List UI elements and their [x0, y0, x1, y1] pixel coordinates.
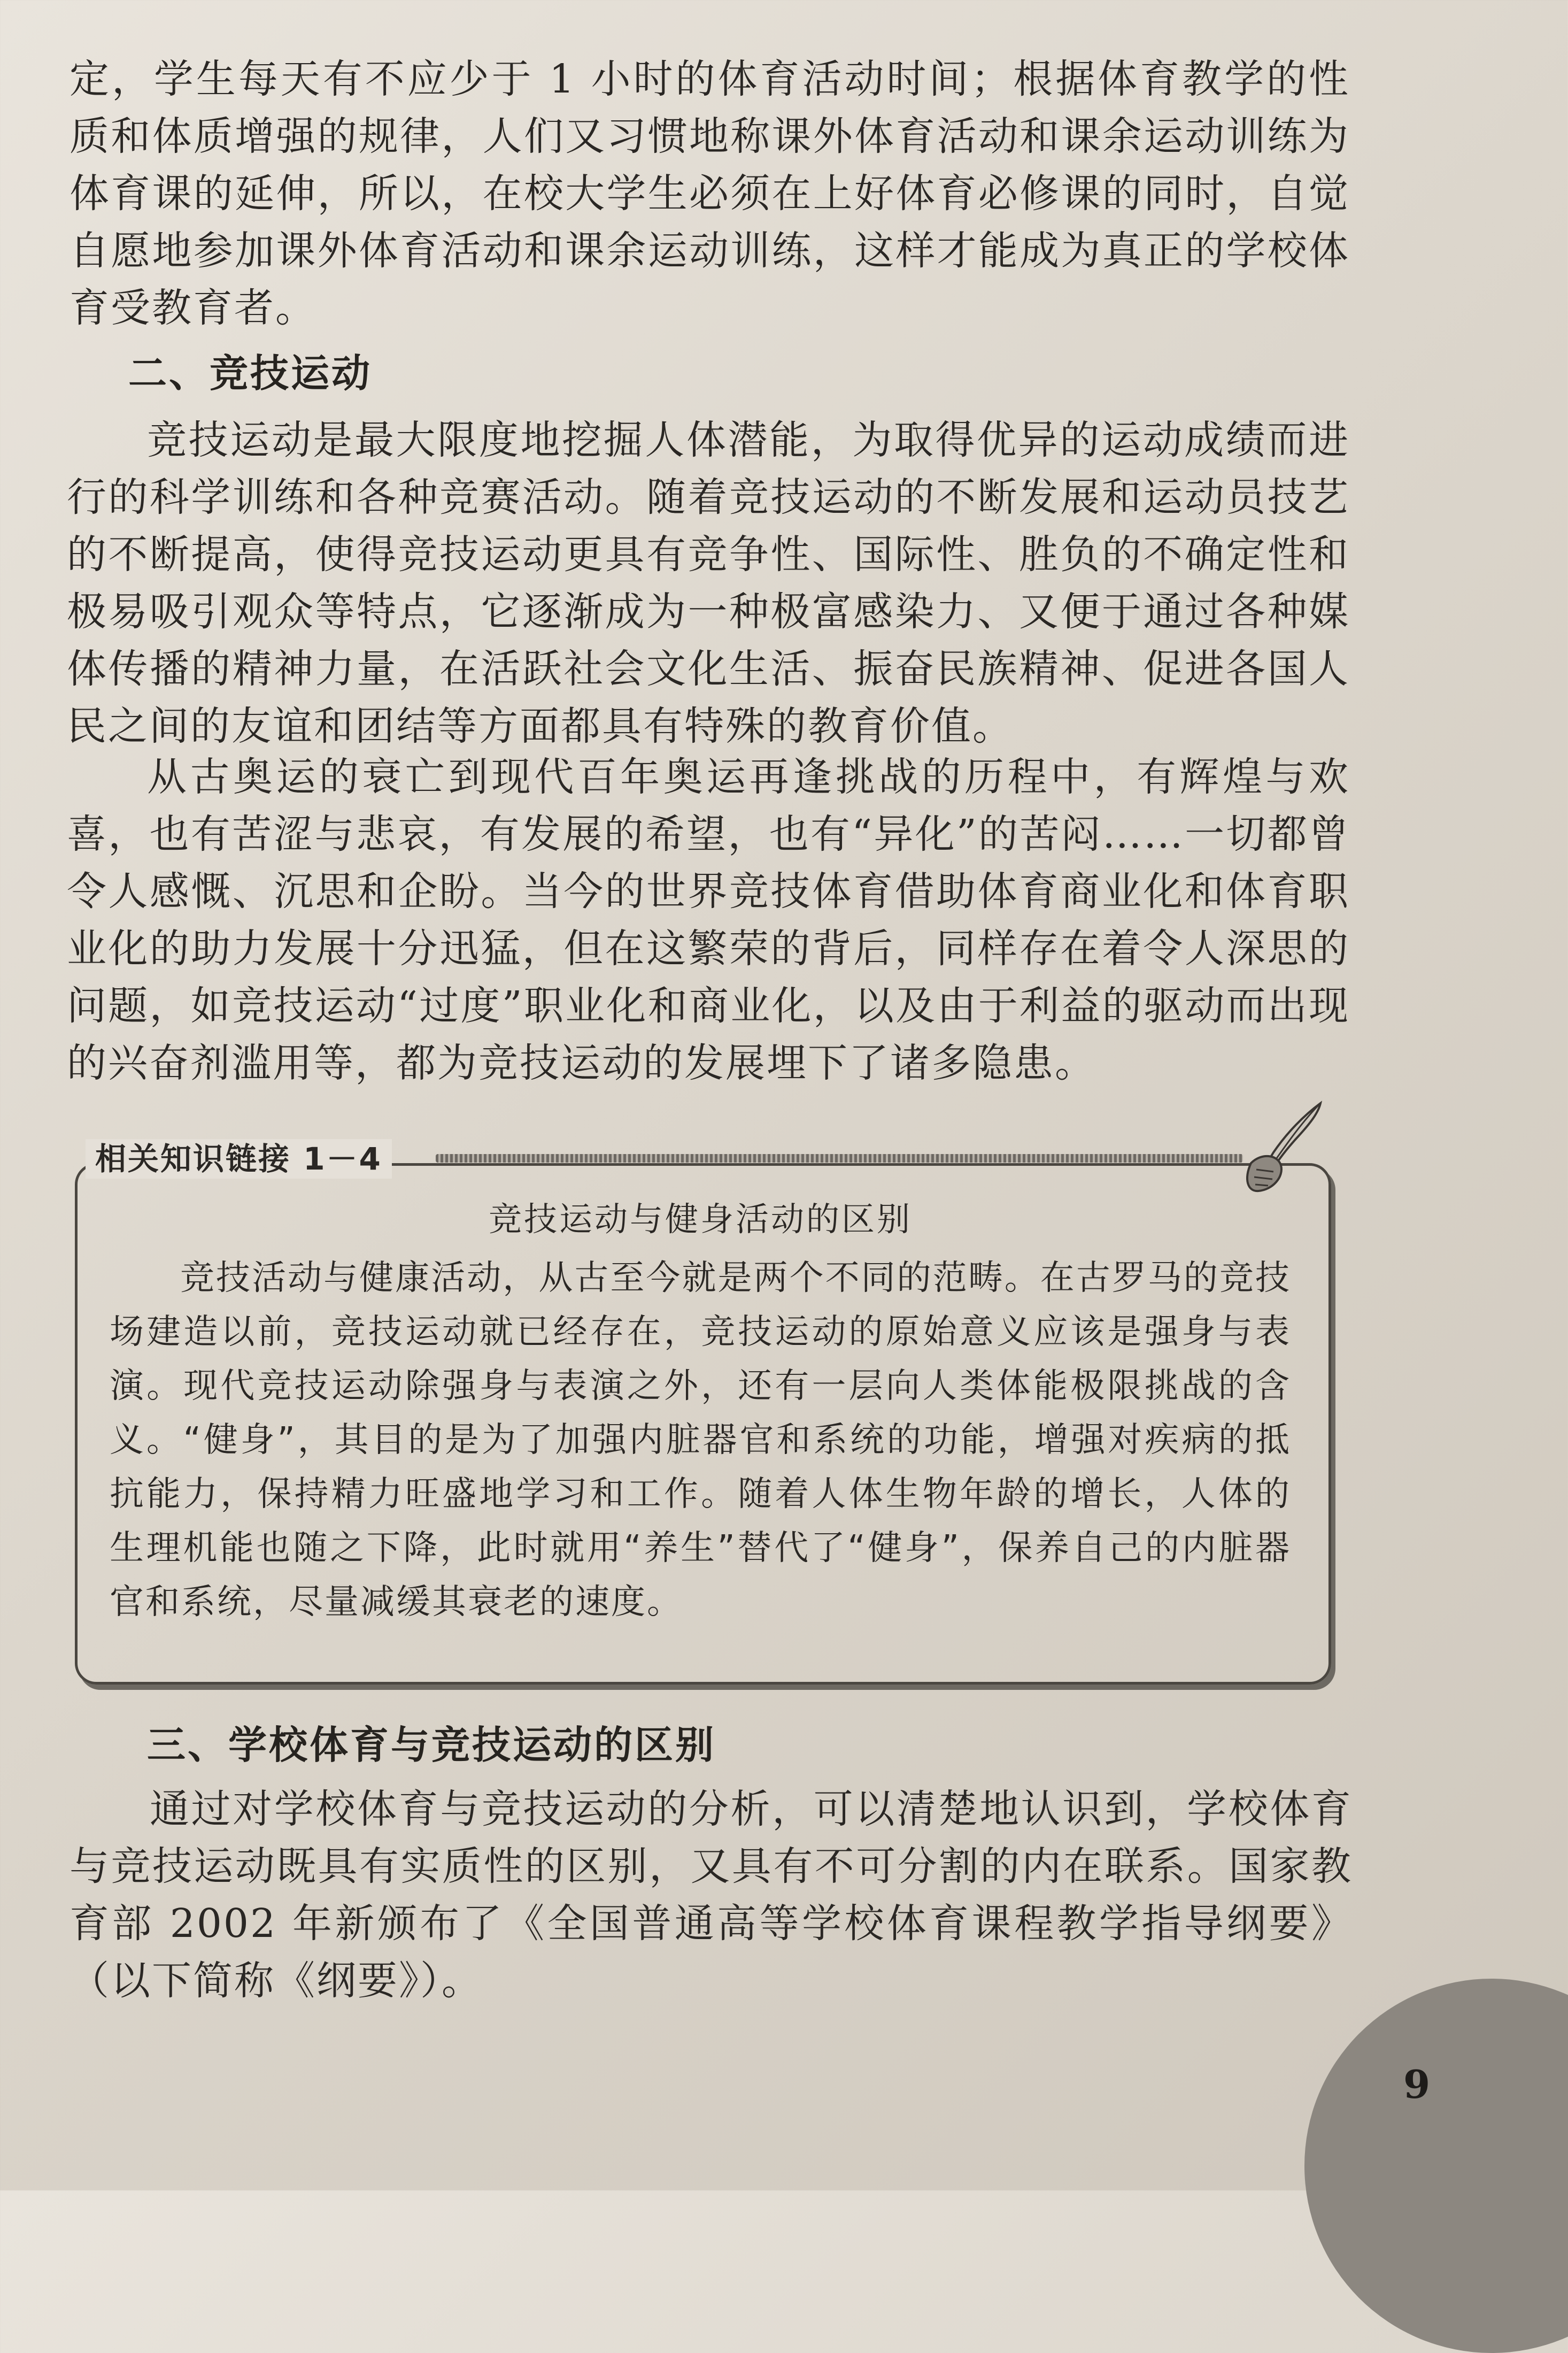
- page-number-corner: [1304, 1979, 1568, 2353]
- page-number: 9: [1403, 2062, 1431, 2107]
- knowledge-box-body: 竞技活动与健康活动，从古至今就是两个不同的范畴。在古罗马的竞技场建造以前，竞技运动就已经存在，竞技运动的原始意义应该是强身与表演。现代竞技运动除强身与表演之外，还有一层向人类体能极限挑战的含义。“健身”，其目的是为了加强内脏器官和系统的功能，增强对疾病的抵抗能力，保持精力旺盛地学习和工作。随着人体生物年龄的增长，人体的生理机能也随之下降，此时就用“养生”替代了“健身”，保养自己的内脏器官和系统，尽量减缓其衰老的速度。: [110, 1258, 1291, 1622]
- paragraph-competitive-sports-definition: 竞技运动是最大限度地挖掘人体潜能，为取得优异的运动成绩而进行的科学训练和各种竞赛活动。随着竞技运动的不断发展和运动员技艺的不断提高，使得竞技运动更具有竞争性、国际性、胜负的不确定性和极易吸引观众等特点，它逐渐成为一种极富感染力、又便于通过各种媒体传播的精神力量，在活跃社会文化生活、振奋民族精神、促进各国人民之间的友谊和团结等方面都具有特殊的教育价值。: [67, 417, 1350, 749]
- paragraph-olympics-history: 从古奥运的衰亡到现代百年奥运再逢挑战的历程中，有辉煌与欢喜，也有苦涩与悲哀，有发展的希望，也有“异化”的苦闷……一切都曾令人感慨、沉思和企盼。当今的世界竞技体育借助体育商业化和体育职业化的助力发展十分迅猛，但在这繁荣的背后，同样存在着令人深思的问题，如竞技运动“过度”职业化和商业化，以及由于利益的驱动而出现的兴奋剂滥用等，都为竞技运动的发展埋下了诸多隐患。: [67, 754, 1350, 1086]
- section-heading-school-vs-competitive: 三、学校体育与竞技运动的区别: [147, 1723, 716, 1767]
- section-heading-competitive-sports: 二、竞技运动: [128, 351, 373, 396]
- knowledge-box-decorative-rule: [436, 1154, 1243, 1163]
- knowledge-box-title: 竞技运动与健身活动的区别: [488, 1199, 912, 1239]
- paragraph-continuation: 定，学生每天有不应少于 1 小时的体育活动时间；根据体育教学的性质和体质增强的规律，人们又习惯地称课外体育活动和课余运动训练为体育课的延伸，所以，在校大学生必须在上好体育必修课的同时，自觉自愿地参加课外体育活动和课余运动训练，这样才能成为真正的学校体育受教育者。: [69, 56, 1350, 331]
- quill-pen-icon: [1240, 1099, 1331, 1201]
- knowledge-box-label: 相关知识链接 1－4: [86, 1139, 392, 1179]
- paragraph-school-sports-analysis: 通过对学校体育与竞技运动的分析，可以清楚地认识到，学校体育与竞技运动既具有实质性的区别，又具有不可分割的内在联系。国家教育部 2002 年新颁布了《全国普通高等学校体育课程教学指导纲要》（以下简称《纲要》）。: [69, 1786, 1353, 2004]
